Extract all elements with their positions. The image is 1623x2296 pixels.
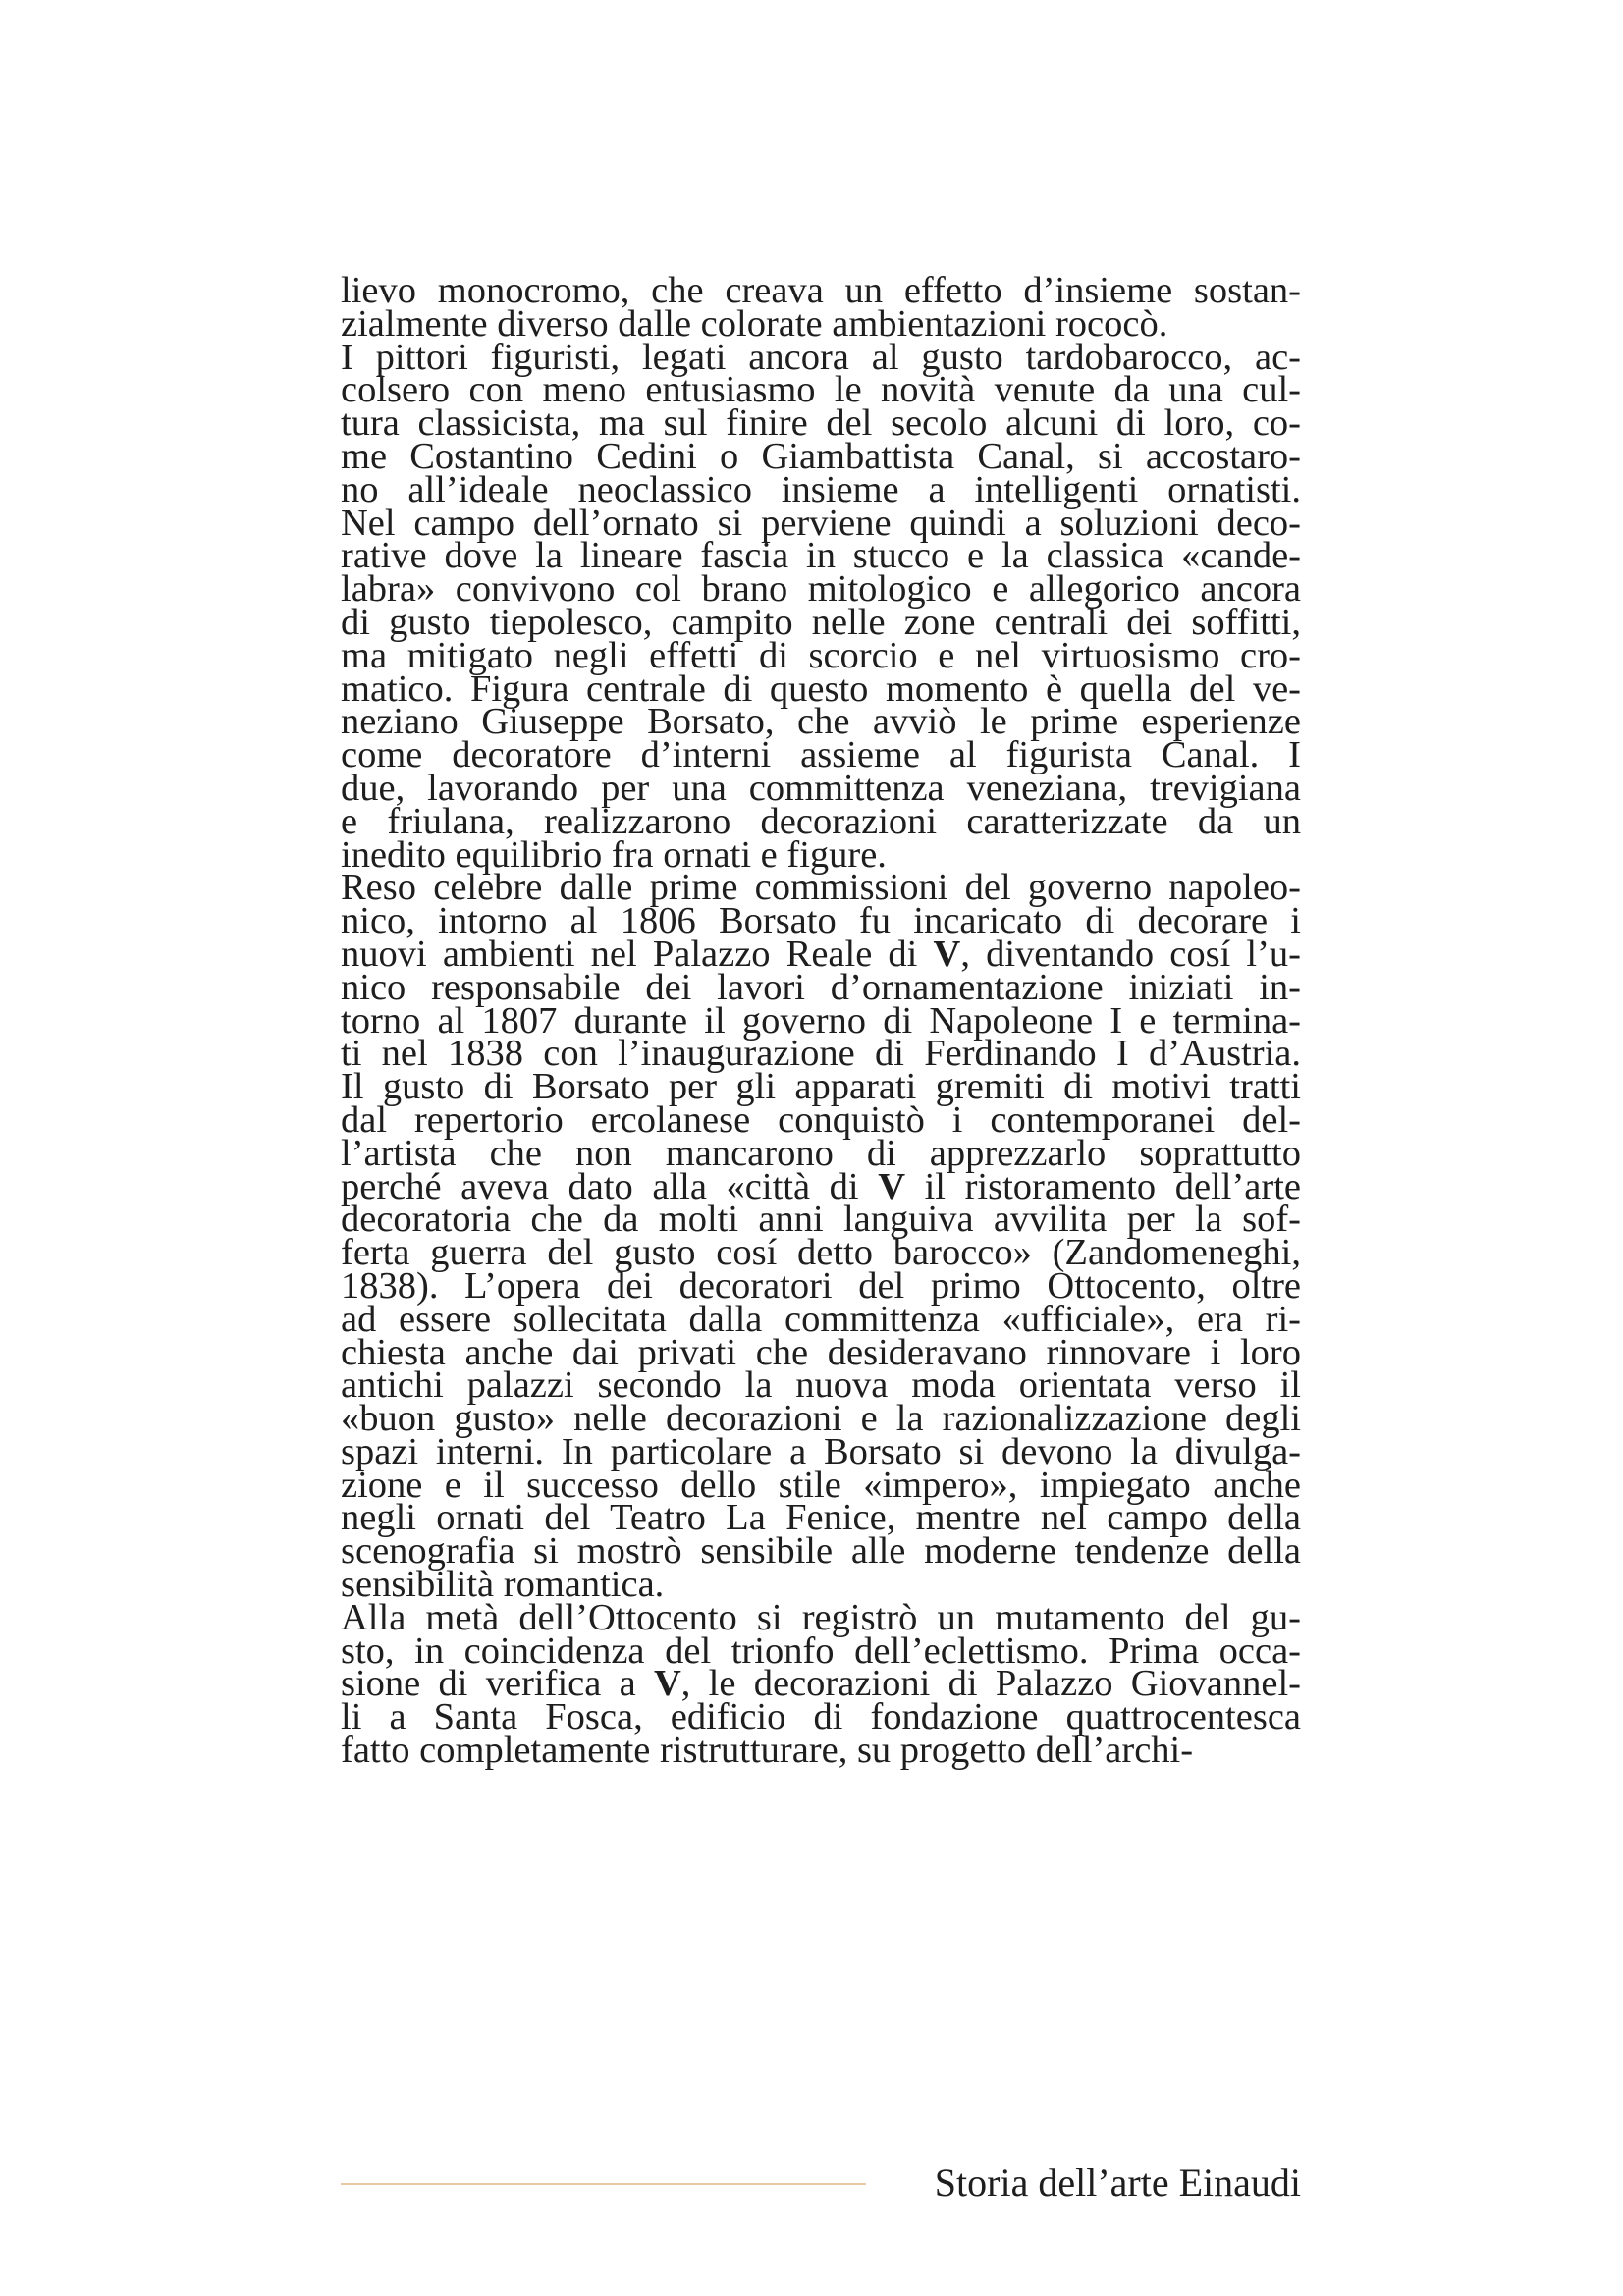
text-line: ferta guerra del gusto cosí detto barocco» (Zandomeneghi, xyxy=(341,1232,1301,1274)
text-line: antichi palazzi secondo la nuova moda orientata verso il xyxy=(341,1364,1301,1407)
text-line: spazi interni. In particolare a Borsato si devono la divulga- xyxy=(341,1430,1301,1472)
text-line: negli ornati del Teatro La Fenice, mentre nel campo della xyxy=(341,1497,1301,1539)
text-line: come decoratore d’interni assieme al figurista Canal. I xyxy=(341,734,1301,776)
text-line: perché aveva dato alla «città di V il ristoramento dell’arte xyxy=(341,1165,1301,1207)
text-line: l’artista che non mancarono di apprezzarlo soprattutto xyxy=(341,1132,1301,1174)
text-line: dal repertorio ercolanese conquistò i contemporanei del- xyxy=(341,1098,1301,1141)
body-text xyxy=(341,270,1301,1772)
text-line: tura classicista, ma sul finire del secolo alcuni di loro, co- xyxy=(341,402,1301,445)
text-line: nuovi ambienti nel Palazzo Reale di V, diventando cosí l’u- xyxy=(341,933,1301,975)
text-line: di gusto tiepolesco, campito nelle zone centrali dei soffitti, xyxy=(341,601,1301,643)
text-line: due, lavorando per una committenza veneziana, trevigiana xyxy=(341,767,1301,809)
text-line: sione di verifica a V, le decorazioni di Palazzo Giovannel- xyxy=(341,1663,1301,1705)
paragraph xyxy=(341,270,1301,345)
place-abbreviation: V xyxy=(878,1165,905,1207)
footer-rule xyxy=(341,2183,866,2185)
text-line: no all’ideale neoclassico insieme a intelligenti ornatisti. xyxy=(341,468,1301,510)
text-line: ma mitigato negli effetti di scorcio e nel virtuosismo cro- xyxy=(341,634,1301,676)
text-line: «buon gusto» nelle decorazioni e la razionalizzazione degli xyxy=(341,1398,1301,1440)
text-line: Alla metà dell’Ottocento si registrò un mutamento del gu- xyxy=(341,1596,1301,1638)
text-line: chiesta anche dai privati che desideravano rinnovare i loro xyxy=(341,1331,1301,1373)
paragraph xyxy=(341,1596,1301,1772)
text-line: e friulana, realizzarono decorazioni caratterizzate da un xyxy=(341,800,1301,842)
text-line: rative dove la lineare fascia in stucco e la classica «cande- xyxy=(341,535,1301,577)
text-line: colsero con meno entusiasmo le novità venute da una cul- xyxy=(341,369,1301,411)
text-line: ti nel 1838 con l’inaugurazione di Ferdinando I d’Austria. xyxy=(341,1033,1301,1075)
text-line: labra» convivono col brano mitologico e allegorico ancora xyxy=(341,568,1301,611)
text-line: fatto completamente ristrutturare, su progetto dell’archi- xyxy=(341,1730,1194,1772)
text-line: me Costantino Cedini o Giambattista Canal, si accostaro- xyxy=(341,435,1301,477)
text-line: ad essere sollecitata dalla committenza «ufficiale», era ri- xyxy=(341,1298,1301,1340)
text-line: torno al 1807 durante il governo di Napoleone I e termina- xyxy=(341,999,1301,1041)
text-line: decoratoria che da molti anni languiva avvilita per la sof- xyxy=(341,1199,1301,1241)
footer-title: Storia dell’arte Einaudi xyxy=(934,2161,1301,2205)
text-line: zialmente diverso dalle colorate ambientazioni rococò. xyxy=(341,302,1168,345)
text-line: sensibilità romantica. xyxy=(341,1564,665,1606)
text-line: nico, intorno al 1806 Borsato fu incaricato di decorare i xyxy=(341,900,1301,942)
text-line: I pittori figuristi, legati ancora al gusto tardobarocco, ac- xyxy=(341,336,1301,378)
text-line: Il gusto di Borsato per gli apparati gremiti di motivi tratti xyxy=(341,1066,1301,1108)
text-line: Nel campo dell’ornato si perviene quindi a soluzioni deco- xyxy=(341,502,1301,544)
text-line: neziano Giuseppe Borsato, che avviò le prime esperienze xyxy=(341,701,1301,743)
text-line: scenografia si mostrò sensibile alle moderne tendenze della xyxy=(341,1530,1301,1573)
paragraph xyxy=(341,336,1301,876)
place-abbreviation: V xyxy=(653,1663,681,1705)
text-line: sto, in coincidenza del trionfo dell’eclettismo. Prima occa- xyxy=(341,1629,1301,1672)
text-line: inedito equilibrio fra ornati e figure. xyxy=(341,833,887,876)
text-line: li a Santa Fosca, edificio di fondazione quattrocentesca xyxy=(341,1696,1301,1738)
text-line: lievo monocromo, che creava un effetto d’insieme sostan- xyxy=(341,270,1301,311)
page-footer xyxy=(341,2160,1301,2209)
text-line: Reso celebre dalle prime commissioni del governo napoleo- xyxy=(341,867,1301,909)
text-line: zione e il successo dello stile «impero», impiegato anche xyxy=(341,1464,1301,1506)
paragraph xyxy=(341,867,1301,1606)
text-line: 1838). L’opera dei decoratori del primo Ottocento, oltre xyxy=(341,1264,1301,1307)
place-abbreviation: V xyxy=(933,933,961,975)
text-line: nico responsabile dei lavori d’ornamentazione iniziati in- xyxy=(341,966,1301,1008)
text-line: matico. Figura centrale di questo momento è quella del ve- xyxy=(341,667,1301,710)
